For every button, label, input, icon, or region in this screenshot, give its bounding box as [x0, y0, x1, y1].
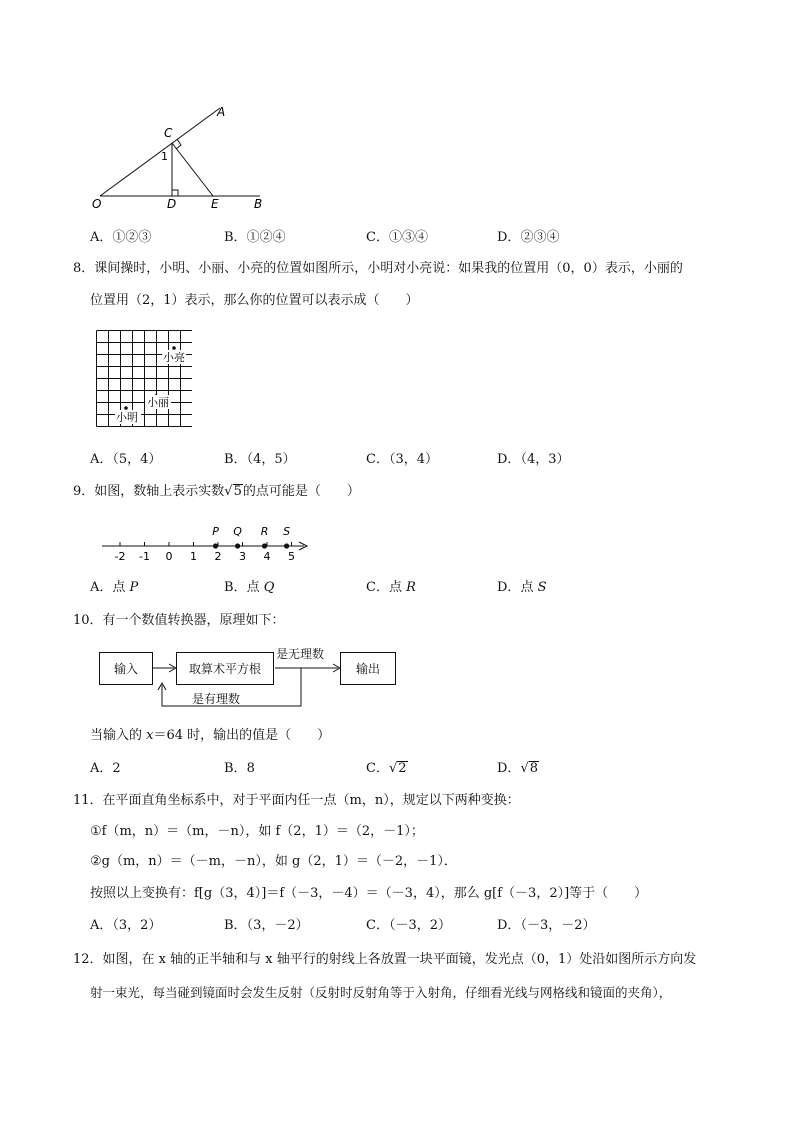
q9-option-d[interactable]: D．点 S [497, 580, 547, 595]
q11-option-d[interactable]: D．（－3，－2） [497, 918, 596, 933]
tick-label: 3 [239, 550, 246, 563]
sqrt-symbol: √5 [224, 484, 242, 499]
segment-CE [172, 143, 213, 196]
q7-option-d[interactable]: D．②③④ [497, 230, 560, 245]
q9-option-a[interactable]: A．点 P [90, 580, 139, 595]
label-C: C [164, 126, 173, 140]
ray-OA [100, 108, 220, 196]
q8-option-d[interactable]: D．（4，3） [497, 452, 570, 467]
tick-label: 1 [190, 550, 197, 563]
tick-label: -1 [139, 550, 150, 563]
q10-stem-line1: 10．有一个数值转换器，原理如下： [73, 613, 285, 628]
label-D: D [167, 197, 177, 210]
flow-output-box: 输出 [340, 652, 396, 685]
q9-number-line [96, 520, 316, 566]
q8-stem-line1: 8．课间操时，小明、小丽、小亮的位置如图所示，小明对小亮说：如果我的位置用（0，0）表示，小丽的 [73, 261, 683, 276]
q10-question: 当输入的 x＝64 时，输出的值是（ ） [90, 728, 331, 743]
flow-rational-label: 是有理数 [192, 692, 241, 706]
q8-option-c[interactable]: C．（3，4） [366, 452, 438, 467]
label-xiaoliang: 小亮 [163, 351, 185, 364]
flow-input-box: 输入 [99, 652, 153, 685]
point-xiaoming [124, 406, 128, 410]
q11-example: 按照以上变换有：f[g（3，4）]＝f（－3，－4）＝（－3，4），那么 g[f（－3，2）]等于（ ） [90, 886, 648, 901]
q11-option-b[interactable]: B．（3，－2） [224, 918, 309, 933]
q10-option-b[interactable]: B．8 [224, 761, 255, 776]
q9-stem: 9．如图，数轴上表示实数√5的点可能是（ ） [73, 484, 360, 499]
label-A: A [217, 105, 226, 119]
tick-label: 0 [165, 550, 173, 563]
q12-stem-line2: 射一束光，每当碰到镜面时会发生反射（反射时反射角等于入射角，仔细看光线与网格线和镜面的夹角）， [90, 985, 672, 1000]
label-xiaoming: 小明 [116, 411, 138, 424]
q11-option-a[interactable]: A．（3，2） [90, 918, 162, 933]
point-s [284, 543, 289, 548]
point-label-r: R [260, 525, 269, 538]
label-E: E [211, 197, 219, 210]
sqrt-symbol: √8 [520, 761, 539, 776]
right-angle-mark-C [176, 139, 181, 149]
q8-option-a[interactable]: A．（5，4） [90, 452, 162, 467]
point-r [262, 543, 267, 548]
point-label-s: S [283, 525, 291, 538]
q11-stem-line1: 11．在平面直角坐标系中，对于平面内任一点（m，n），规定以下两种变换： [73, 793, 520, 808]
tick-label: -2 [114, 550, 126, 563]
q11-rule-f: ①f（m，n）＝（m，－n），如 f（2，1）＝（2，－1）； [90, 824, 424, 839]
point-label-q: Q [233, 525, 242, 538]
sqrt-symbol: √2 [388, 761, 407, 776]
point-q [235, 543, 240, 548]
label-angle-1: 1 [161, 150, 168, 163]
q8-stem-line2: 位置用（2，1）表示，那么你的位置可以表示成（ ） [90, 293, 419, 308]
q7-option-b[interactable]: B．①②④ [224, 230, 286, 245]
q8-position-grid [96, 330, 192, 428]
label-B: B [254, 197, 263, 210]
q11-option-c[interactable]: C．（－3，2） [366, 918, 451, 933]
tick-label: 4 [263, 550, 271, 563]
q7-option-c[interactable]: C．①③④ [366, 230, 428, 245]
q10-option-c[interactable]: C．√2 [366, 761, 407, 776]
q8-option-b[interactable]: B．（4，5） [224, 452, 296, 467]
q12-stem-line1: 12．如图，在 x 轴的正半轴和与 x 轴平行的射线上各放置一块平面镜，发光点（0，1）处沿如图所示方向发 [73, 952, 697, 967]
q11-rule-g: ②g（m，n）＝（－m，－n），如 g（2，1）＝（－2，－1）． [90, 854, 457, 869]
q9-option-b[interactable]: B．点 Q [224, 580, 275, 595]
flow-process-box: 取算术平方根 [176, 652, 274, 685]
q9-option-c[interactable]: C．点 R [366, 580, 416, 595]
q10-option-d[interactable]: D．√8 [497, 761, 539, 776]
label-O: O [92, 197, 102, 210]
point-label-p: P [212, 525, 219, 538]
point-p [213, 543, 218, 548]
right-angle-mark-D [172, 190, 178, 196]
tick-label: 5 [288, 550, 295, 563]
point-xiaoliang [172, 346, 176, 350]
tick-label: 2 [214, 550, 222, 563]
q7-geometry-figure [80, 100, 280, 210]
flow-irrational-label: 是无理数 [276, 647, 325, 661]
label-xiaoli: 小丽 [147, 396, 169, 409]
q10-option-a[interactable]: A．2 [90, 761, 121, 776]
q7-option-a[interactable]: A．①②③ [90, 230, 152, 245]
